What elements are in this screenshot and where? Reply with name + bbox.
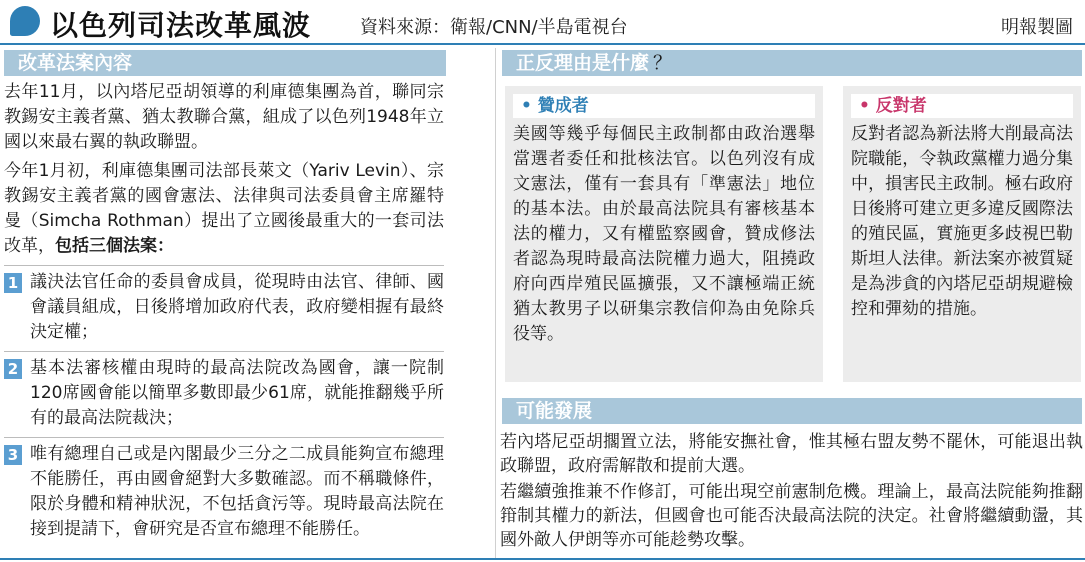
number-badge: 2 bbox=[4, 359, 22, 379]
page-title: 以色列司法改革風波 bbox=[50, 9, 312, 42]
bill-item-2 bbox=[4, 356, 444, 431]
speech-bubble-icon bbox=[10, 6, 40, 36]
con-text: 反對者認為新法將大削最高法院職能，令執政黨權力過分集中，損害民主政制。極右政府日後將可建立更多違反國際法的殖民區，實施更多歧視巴勒斯坦人法律。新法案亦被質疑是為涉貪的內塔尼亞胡規避檢控和彈劾的措施。 bbox=[851, 124, 1073, 319]
credit-note: 明報製圖 bbox=[1001, 17, 1073, 38]
column-divider bbox=[495, 48, 496, 558]
title-bar bbox=[0, 0, 1085, 46]
section-title-future: 可能發展 bbox=[516, 400, 593, 422]
con-heading: • 反對者 bbox=[851, 94, 1073, 118]
bill-item-3 bbox=[4, 442, 444, 542]
bill-item-text: 唯有總理自己或是內閣最少三分之二成員能夠宣布總理不能勝任，再由國會絕對大多數確認。而不稱職條件，限於身體和精神狀況，不包括貪污等。現時最高法院在接到提請下，會研究是否宣布總理不能勝任。 bbox=[30, 444, 444, 539]
section-header-reform bbox=[4, 50, 446, 76]
divider bbox=[4, 265, 444, 266]
bottom-rule bbox=[0, 558, 1085, 560]
divider bbox=[4, 437, 444, 438]
top-rule bbox=[0, 43, 1085, 45]
section-title-reasons: 正反理由是什麼 bbox=[516, 52, 650, 74]
section-header-reasons bbox=[502, 50, 1082, 76]
intro-paragraph-2-text: 今年1月初，利庫德集團司法部長萊文（Yariv Levin）、宗教錫安主義者黨的國會憲法、法律與司法委員會主席羅特曼（Simcha Rothman）提出了立國後最重大的一套司法改革， bbox=[4, 161, 444, 256]
intro-paragraph-2 bbox=[4, 159, 444, 259]
reform-content bbox=[4, 80, 444, 542]
con-panel bbox=[843, 86, 1081, 382]
bill-item-text: 基本法審核權由現時的最高法院改為國會，讓一院制120席國會能以簡單多數即最少61席，就能推翻幾乎所有的最高法院裁決； bbox=[30, 358, 444, 428]
pro-panel bbox=[505, 86, 823, 382]
number-badge: 1 bbox=[4, 273, 22, 293]
number-badge: 3 bbox=[4, 445, 22, 465]
bill-item-1 bbox=[4, 270, 444, 345]
section-title-reform: 改革法案內容 bbox=[18, 52, 133, 74]
section-title-reasons-suffix: ？ bbox=[653, 52, 673, 74]
pro-heading: • 贊成者 bbox=[513, 94, 815, 118]
intro-paragraph-1: 去年11月，以內塔尼亞胡領導的利庫德集團為首，聯同宗教錫安主義者黨、猶太教聯合黨，組成了以色列1948年立國以來最右翼的執政聯盟。 bbox=[4, 82, 444, 152]
pro-text: 美國等幾乎每個民主政制都由政治選舉當選者委任和批核法官。以色列沒有成文憲法，僅有一套具有「準憲法」地位的基本法。由於最高法院具有審核基本法的權力，又有權監察國會，贊成修法者認為現時最高法院權力過大，阻撓政府向西岸殖民區擴張，又不讓極端正統猶太教男子以研集宗教信仰為由免除兵役等。 bbox=[513, 124, 815, 344]
future-content bbox=[500, 430, 1083, 554]
divider bbox=[4, 351, 444, 352]
intro-paragraph-2-bold: 包括三個法案： bbox=[55, 236, 174, 256]
bill-item-text: 議決法官任命的委員會成員，從現時由法官、律師、國會議員組成，日後將增加政府代表，政府變相握有最終決定權； bbox=[30, 272, 444, 342]
future-paragraph-1: 若內塔尼亞胡擱置立法，將能安撫社會，惟其極右盟友勢不罷休，可能退出執政聯盟，政府需解散和提前大選。 bbox=[500, 432, 1083, 476]
source-note: 資料來源：衛報/CNN/半島電視台 bbox=[360, 17, 628, 38]
section-header-future bbox=[502, 398, 1082, 424]
future-paragraph-2: 若繼續強推兼不作修訂，可能出現空前憲制危機。理論上，最高法院能夠推翻箝制其權力的新法，但國會也可能否決最高法院的決定。社會將繼續動盪，其國外敵人伊朗等亦可能趁勢攻擊。 bbox=[500, 482, 1083, 550]
